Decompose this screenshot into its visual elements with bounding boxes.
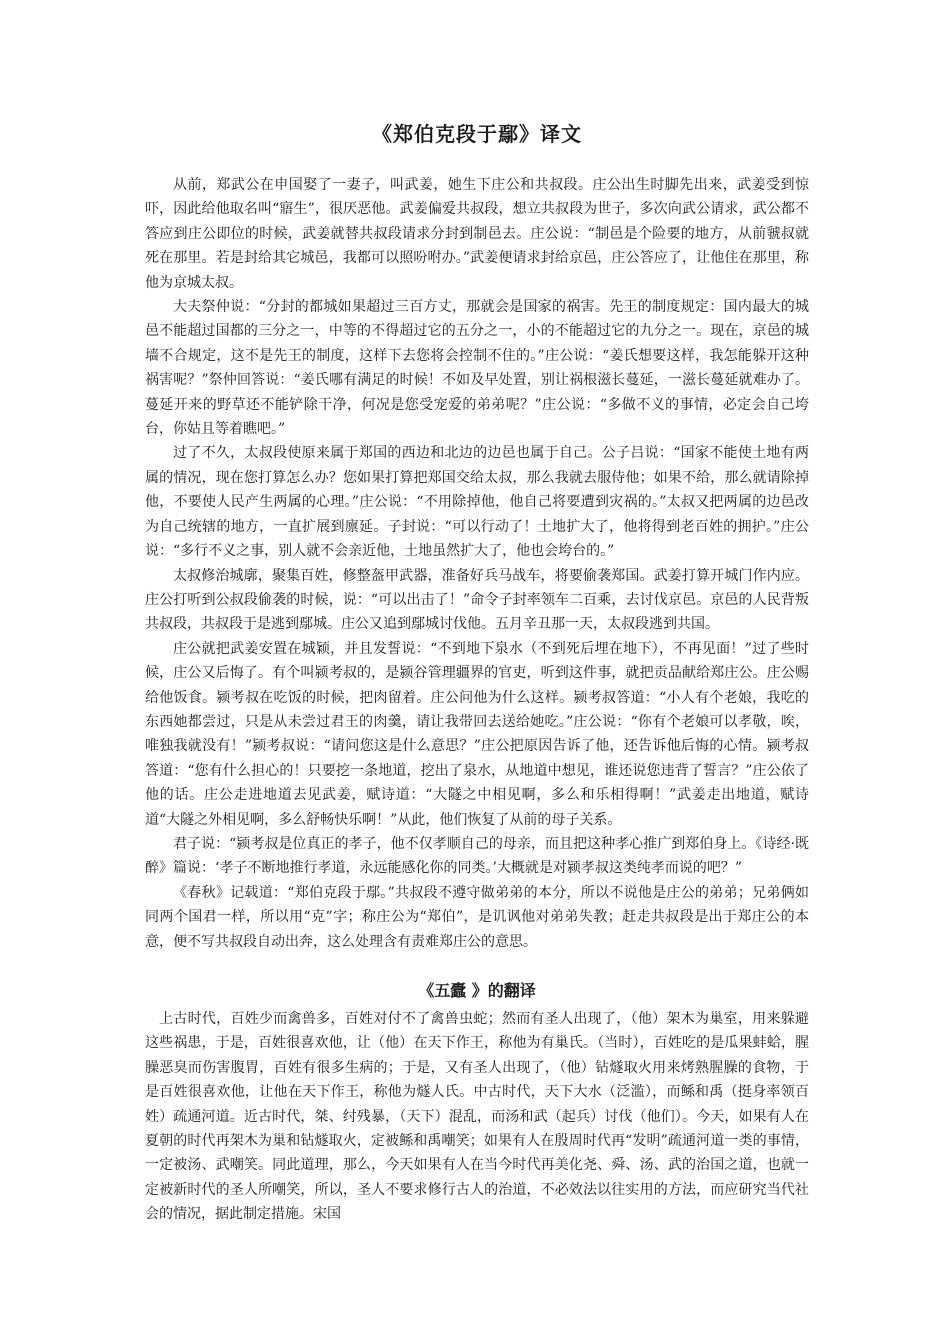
paragraph: 庄公就把武姜安置在城颖，并且发誓说：“不到地下泉水（不到死后埋在地下），不再见面！”过了些时候，庄公又后悔了。有个叫颍考叔的，是颍谷管理疆界的官吏，听到这件事，就把贡品献给郑庄公。庄公赐给他饭食。颍考叔在吃饭的时候，把肉留着。庄公问他为什么这样。颍考叔答道：“小人有个老娘，我吃的东西她都尝过，只是从未尝过君王的肉羹，请让我带回去送给她吃。”庄公说：“你有个老娘可以孝敬，唉，唯独我就没有！”颍考叔说：“请问您这是什么意思？”庄公把原因告诉了他，还告诉他后悔的心情。颍考叔答道：“您有什么担心的！只要挖一条地道，挖出了泉水，从地道中想见，谁还说您违背了誓言？”庄公依了他的话。庄公走进地道去见武姜，赋诗道：“大隧之中相见啊，多么和乐相得啊！”武姜走出地道，赋诗道“大隧之外相见啊，多么舒畅快乐啊！”从此，他们恢复了从前的母子关系。 [145, 640, 809, 828]
document-page [145, 118, 809, 1227]
article-body [145, 173, 809, 954]
paragraph: 《春秋》记载道：“郑伯克段于鄢。”共叔段不遵守做弟弟的本分，所以不说他是庄公的弟弟；兄弟俩如同两个国君一样，所以用“克”字；称庄公为“郑伯”，是讥讽他对弟弟失教；赶走共叔段是出于郑庄公的本意，便不写共叔段自动出奔，这么处理含有责难郑庄公的意思。 [145, 884, 809, 950]
page-title: 《郑伯克段于鄢》译文 [372, 122, 582, 146]
paragraph: 大夫祭仲说：“分封的都城如果超过三百方丈，那就会是国家的祸害。先王的制度规定：国内最大的城邑不能超过国都的三分之一，中等的不得超过它的五分之一，小的不能超过它的九分之一。现在，京邑的城墙不合规定，这不是先王的制度，这样下去您将会控制不住的。”庄公说：“姜氏想要这样，我怎能躲开这种祸害呢？”祭仲回答说：“姜氏哪有满足的时候！不如及早处置，别让祸根滋长蔓延，一滋长蔓延就难办了。蔓延开来的野草还不能铲除干净，何况是您受宠爱的弟弟呢？”庄公说：“多做不义的事情，必定会自己垮台，你姑且等着瞧吧。” [145, 299, 809, 438]
paragraph: 过了不久，太叔段使原来属于郑国的西边和北边的边邑也属于自己。公子吕说：“国家不能使土地有两属的情况，现在您打算怎么办？您如果打算把郑国交给太叔，那么我就去服侍他；如果不给，那么就请除掉他，不要使人民产生两属的心理。”庄公说：“不用除掉他，他自己将要遭到灾祸的。”太叔又把两属的边邑改为自己统辖的地方，一直扩展到廪延。子封说：“可以行动了！土地扩大了，他将得到老百姓的拥护。”庄公说：“多行不义之事，别人就不会亲近他，土地虽然扩大了，他也会垮台的。” [145, 445, 809, 560]
paragraph: 从前，郑武公在申国娶了一妻子，叫武姜，她生下庄公和共叔段。庄公出生时脚先出来，武姜受到惊吓，因此给他取名叫“寤生”，很厌恶他。武姜偏爱共叔段，想立共叔段为世子，多次向武公请求，武公都不答应到庄公即位的时候，武姜就替共叔段请求分封到制邑去。庄公说：“制邑是个险要的地方，从前虢叔就死在那里。若是封给其它城邑，我都可以照吩咐办。”武姜便请求封给京邑，庄公答应了，让他住在那里，称他为京城太叔。 [145, 177, 809, 291]
paragraph: 上古时代，百姓少而禽兽多，百姓对付不了禽兽虫蛇；然而有圣人出现了，（他）架木为巢室，用来躲避这些祸患，于是，百姓很喜欢他，让（他）在天下作王，称他为有巢氏。（当时），百姓吃的是瓜果蚌蛤，腥臊恶臭而伤害腹胃，百姓有很多生病的；于是，又有圣人出现了，（他）钻燧取火用来烤熟腥臊的食物，于是百姓很喜欢他，让他在天下作王，称他为燧人氏。中古时代，天下大水（泛滥），而鲧和禹（挺身率领百姓）疏通河道。近古时代，桀、纣残暴，（天下）混乱，而汤和武（起兵）讨伐（他们）。今天，如果有人在夏朝的时代再架木为巢和钻燧取火，定被鲧和禹嘲笑；如果有人在殷周时代再“发明”疏通河道一类的事情，一定被汤、武嘲笑。同此道理，那么，今天如果有人在当今时代再美化尧、舜、汤、武的治国之道，也就一定被新时代的圣人所嘲笑，所以，圣人不要求修行古人的治道，不必效法以往实用的方法，而应研究当代社会的情况，据此制定措施。宋国 [145, 1011, 809, 1223]
paragraph: 太叔修治城廓，聚集百姓，修整盔甲武器，准备好兵马战车，将要偷袭郑国。武姜打算开城门作内应。庄公打听到公叔段偷袭的时候，说：“可以出击了！”命令子封率领车二百乘，去讨伐京邑。京邑的人民背叛共叔段，共叔段于是逃到鄢城。庄公又追到鄢城讨伐他。五月辛丑那一天，太叔段逃到共国。 [145, 567, 809, 633]
section-title: 《五蠹 》的翻译 [418, 981, 536, 1000]
paragraph: 君子说：“颍考叔是位真正的孝子，他不仅孝顺自己的母亲，而且把这种孝心推广到郑伯身上。《诗经·既醉》篇说：‘孝子不断地推行孝道，永远能感化你的同类。’大概就是对颍孝叔这类纯孝而说的吧？” [145, 835, 809, 877]
section-wudu [145, 978, 809, 1227]
